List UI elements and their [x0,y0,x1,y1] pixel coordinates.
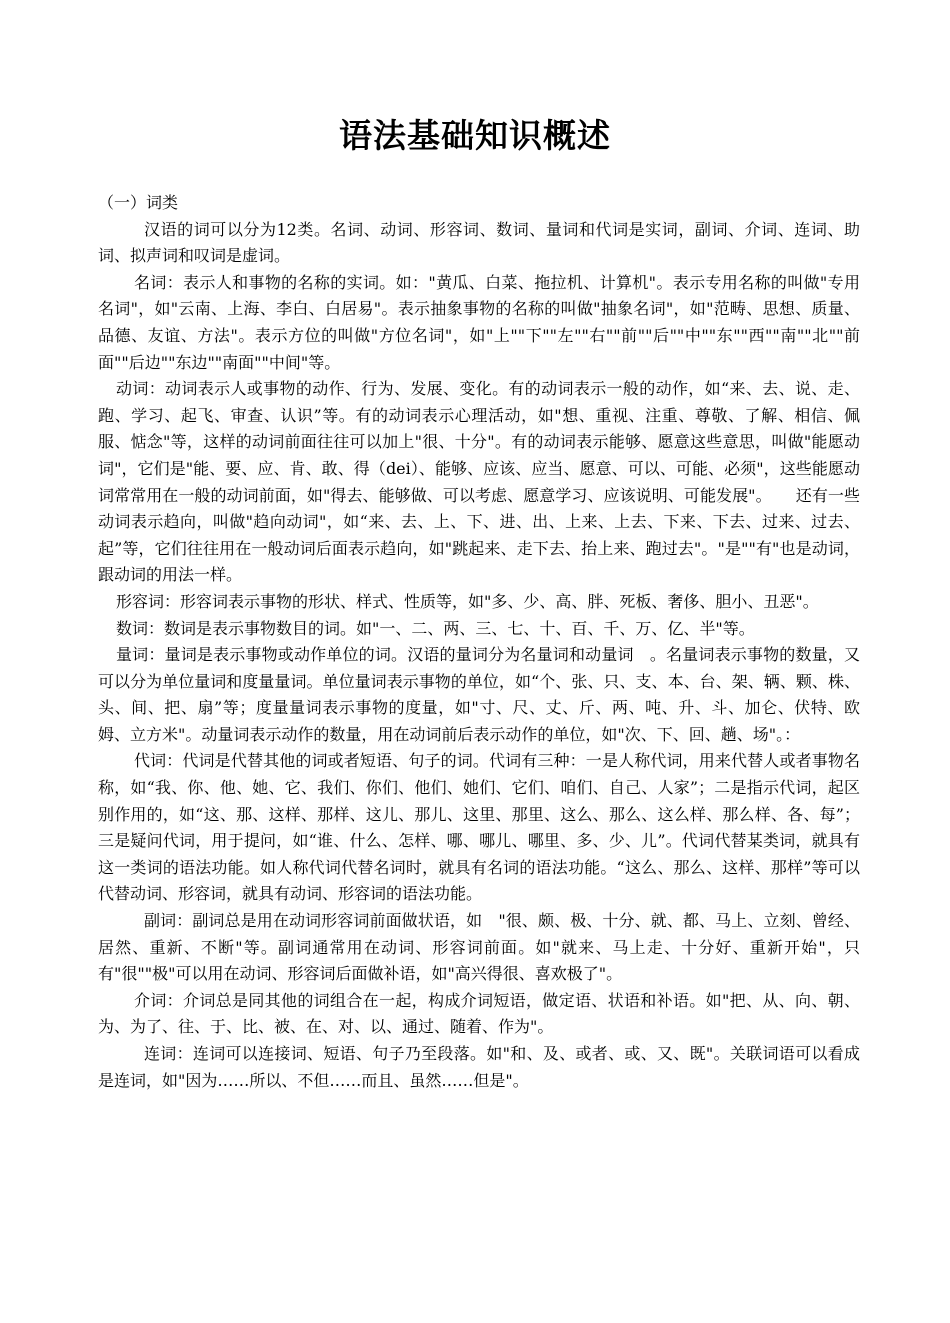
paragraph-noun: 名词：表示人和事物的名称的实词。如："黄瓜、白菜、拖拉机、计算机"。表示专用名称的叫做"专用名词"，如"云南、上海、李白、白居易"。表示抽象事物的名称的叫做"抽象名词"，如"范畴、思想、质量、品德、友谊、方法"。表示方位的叫做"方位名词"，如"上""下""左""右""前""后""中""东""西""南""北""前面""后边""东边""南面""中间"等。 [98,272,860,372]
section-heading: （一）词类 [98,193,179,212]
paragraph-adverb: 副词：副词总是用在动词形容词前面做状语，如 "很、颇、极、十分、就、都、马上、立刻、曾经、居然、重新、不断"等。副词通常用在动词、形容词前面。如"就来、马上走、十分好、重新开始"，只有"很""极"可以用在动词、形容词后面做补语，如"高兴得很、喜欢极了"。 [98,911,860,984]
document-title: 语法基础知识概述 [339,116,611,155]
paragraph-adjective: 形容词：形容词表示事物的形状、样式、性质等，如"多、少、高、胖、死板、奢侈、胆小、丑恶"。 [116,591,819,611]
paragraph-conjunction: 连词：连词可以连接词、短语、句子乃至段落。如"和、及、或者、或、又、既"。关联词语可以看成是连词，如"因为……所以、不但……而且、虽然……但是"。 [98,1044,860,1090]
paragraph-verb: 动词：动词表示人或事物的动作、行为、发展、变化。有的动词表示一般的动作，如“来、去、说、走、跑、学习、起飞、审查、认识”等。有的动词表示心理活动，如"想、重视、注重、尊敬、了解、相信、佩服、惦念"等，这样的动词前面往往可以加上"很、十分"。有的动词表示能够、愿意这些意思，叫做"能愿动词"，它们是"能、要、应、肯、敢、得（dei）、能够、应该、应当、愿意、可以、可能、必须"，这些能愿动词常常用在一般的动词前面，如"得去、能够做、可以考虑、愿意学习、应该说明、可能发展"。 还有一些动词表示趋向，叫做"趋向动词"，如“来、去、上、下、进、出、上来、上去、下来、下去、过来、过去、起”等，它们往往用在一般动词后面表示趋向，如"跳起来、走下去、抬上来、跑过去"。"是""有"也是动词，跟动词的用法一样。 [98,379,860,585]
paragraph-numeral: 数词：数词是表示事物数目的词。如"一、二、两、三、七、十、百、千、万、亿、半"等。 [116,618,755,638]
document-body [98,190,860,1094]
paragraph-preposition: 介词：介词总是同其他的词组合在一起，构成介词短语，做定语、状语和补语。如"把、从、向、朝、为、为了、往、于、比、被、在、对、以、通过、随着、作为"。 [98,990,860,1037]
paragraph-measure-word: 量词：量词是表示事物或动作单位的词。汉语的量词分为名量词和动量词 。名量词表示事物的数量，又可以分为单位量词和度量量词。单位量词表示事物的单位，如“个、张、只、支、本、台、架、辆、颗、株、头、间、把、扇”等；度量量词表示事物的度量，如"寸、尺、丈、斤、两、吨、升、斗、加仑、伏特、欧姆、立方米"。动量词表示动作的数量，用在动词前后表示动作的单位，如"次、下、回、趟、场"。： [98,645,860,744]
paragraph-intro: 汉语的词可以分为12类。名词、动词、形容词、数词、量词和代词是实词，副词、介词、连词、助词、拟声词和叹词是虚词。 [98,219,860,266]
paragraph-pronoun: 代词：代词是代替其他的词或者短语、句子的词。代词有三种：一是人称代词，用来代替人或者事物名称，如“我、你、他、她、它、我们、你们、他们、她们、它们、咱们、自己、人家”；二是指示代词，起区别作用的，如“这、那、这样、那样、这儿、那儿、这里、那里、这么、那么、这么样、那么样、各、每”；三是疑问代词，用于提问，如“谁、什么、怎样、哪、哪儿、哪里、多、少、儿”。代词代替某类词，就具有这一类词的语法功能。如人称代词代替名词时，就具有名词的语法功能。“这么、那么、这样、那样”等可以代替动词、形容词，就具有动词、形容词的语法功能。 [98,751,860,904]
